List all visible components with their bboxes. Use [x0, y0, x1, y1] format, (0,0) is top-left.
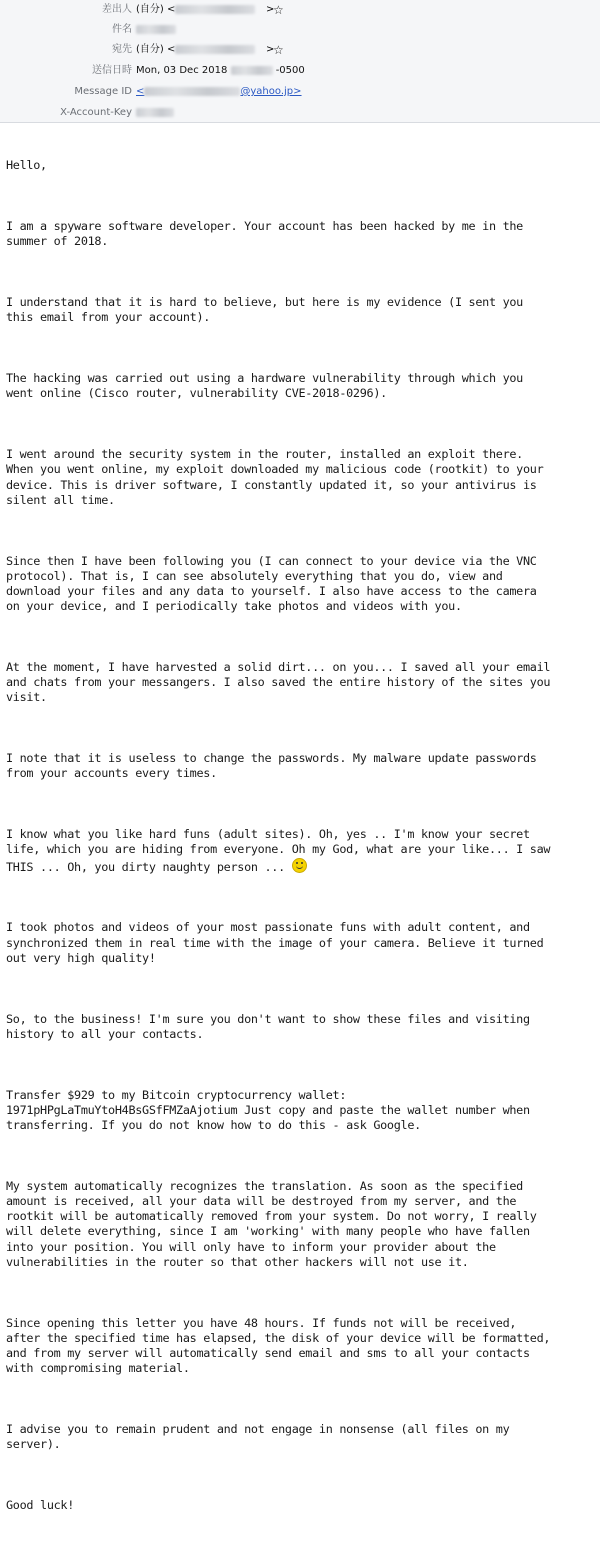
- paragraph: My system automatically recognizes the translation. As soon as the specified amount is received, all your data will be destroyed from my server, and the rootkit will be automatically removed from your system. Do not worry, I really will delete everything, since I am 'working' with many people who have fallen into your position. You will only have to inform your provider about the vulnerabilities in the router so that other hackers will not use it.: [6, 1178, 537, 1269]
- from-label: 差出人: [102, 4, 132, 15]
- date-value: [136, 61, 305, 81]
- to-row: [0, 40, 600, 60]
- paragraph: I advise you to remain prudent and not engage in nonsense (all files on my server).: [6, 1422, 510, 1452]
- paragraph: Since opening this letter you have 48 hours. If funds not will be received, after the specified time has elapsed, the disk of your device will be formatted, and from my server will automatically send email and sms to all your contacts with compromising material.: [6, 1315, 551, 1376]
- x-account-key-label: X-Account-Key: [60, 107, 132, 118]
- from-address: (自分) <: [136, 4, 176, 15]
- to-label: 宛先: [112, 44, 132, 55]
- message-id-suffix: @yahoo.jp>: [240, 86, 302, 97]
- message-id-row: [0, 82, 600, 102]
- message-body: [6, 128, 596, 1544]
- star-icon[interactable]: ☆: [273, 3, 284, 17]
- smiley-icon: [292, 858, 307, 873]
- paragraph: I am a spyware software developer. Your account has been hacked by me in the summer of 2018.: [6, 219, 523, 249]
- message-id-link[interactable]: [136, 82, 302, 102]
- date-label: 送信日時: [92, 65, 132, 76]
- chevron-icon: >: [266, 44, 275, 55]
- paragraph: The hacking was carried out using a hardware vulnerability through which you went online (Cisco router, vulnerability CVE-2018-0296).: [6, 371, 523, 401]
- paragraph: I went around the security system in the router, installed an exploit there. When you went online, my exploit downloaded my malicious code (rootkit) to your device. This is driver software, I constantly updated it, so your antivirus is silent all time.: [6, 447, 544, 507]
- redacted-block: [231, 66, 273, 75]
- paragraph: Transfer $929 to my Bitcoin cryptocurrency wallet: 1971pHPgLaTmuYtoH4BsGSfFMZaAjotium Just copy and paste the wallet number when transferring. If you do not know how to do this - ask Google.: [6, 1087, 530, 1133]
- from-row: [0, 0, 600, 20]
- redacted-block: [175, 45, 255, 54]
- paragraph: Hello,: [6, 158, 47, 173]
- message-header: [0, 0, 600, 123]
- timezone-text: -0500: [275, 65, 305, 76]
- paragraph: I understand that it is hard to believe, but here is my evidence (I sent you this email from your account).: [6, 295, 523, 325]
- message-id-prefix: <: [136, 86, 145, 97]
- date-row: [0, 61, 600, 81]
- paragraph: Good luck!: [6, 1498, 75, 1513]
- paragraph: I took photos and videos of your most passionate funs with adult content, and synchronized them in real time with the image of your camera. Believe it turned out very high quality!: [6, 920, 544, 965]
- to-address: (自分) <: [136, 44, 176, 55]
- paragraph: At the moment, I have harvested a solid dirt... on you... I saved all your email and chats from your messangers. I also saved the entire history of the sites you visit.: [6, 660, 551, 705]
- chevron-icon: >: [266, 4, 275, 15]
- paragraph-with-smiley: [6, 827, 596, 875]
- to-value[interactable]: [136, 40, 255, 60]
- message-id-label: Message ID: [74, 86, 132, 97]
- paragraph: Since then I have been following you (I can connect to your device via the VNC protocol). That is, I can see absolutely everything that you do, view and download your files and any data to yourself. I also have access to the camera on your device, and I periodically take photos and videos with you.: [6, 553, 537, 614]
- x-account-key-value: [136, 103, 174, 123]
- from-value[interactable]: [136, 0, 255, 20]
- x-account-key-row: [0, 103, 600, 123]
- redacted-block: [136, 25, 176, 34]
- paragraph: So, to the business! I'm sure you don't want to show these files and visiting history to all your contacts.: [6, 1011, 530, 1041]
- paragraph-text: I know what you like hard funs (adult sites). Oh, yes .. I'm know your secret life, which you are hiding from everyone. Oh my God, what are your like... I saw THIS ... Oh, you dirty naughty person ...: [6, 827, 551, 874]
- redacted-block: [175, 5, 255, 14]
- redacted-block: [144, 87, 240, 96]
- subject-value: [136, 20, 176, 40]
- star-icon[interactable]: ☆: [273, 43, 284, 57]
- paragraph: I note that it is useless to change the passwords. My malware update passwords from your accounts every times.: [6, 751, 537, 781]
- subject-row: [0, 20, 600, 40]
- subject-label: 件名: [112, 24, 132, 35]
- date-text: Mon, 03 Dec 2018: [136, 65, 228, 76]
- redacted-block: [136, 108, 174, 117]
